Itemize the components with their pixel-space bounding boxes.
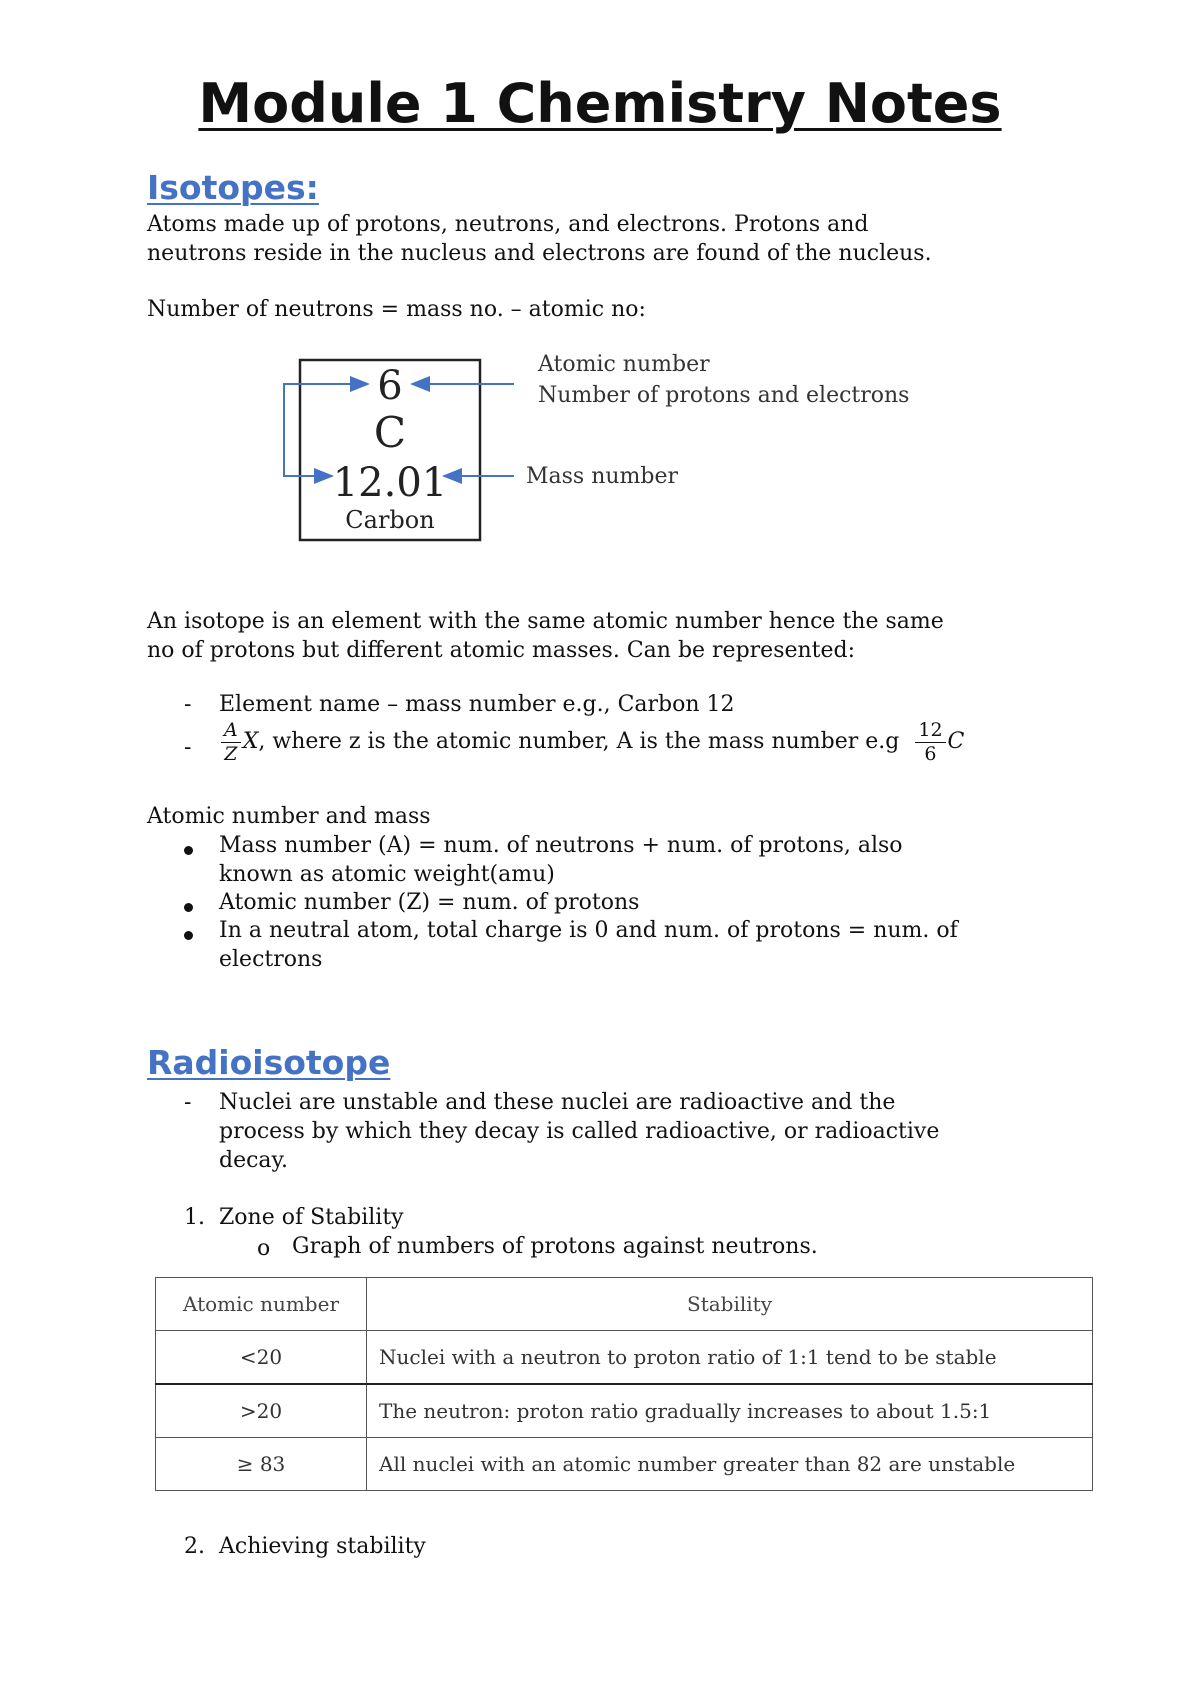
bullet-3-line-2: electrons xyxy=(219,947,323,972)
isotope-definition-line-2: no of protons but different atomic masses. Can be represented: xyxy=(147,638,856,663)
representation-item-1: Element name – mass number e.g., Carbon 12 xyxy=(219,692,735,717)
table-row xyxy=(156,1384,1093,1438)
label-atomic-number: Atomic number xyxy=(538,352,710,377)
graph-description: Graph of numbers of protons against neutrons. xyxy=(292,1234,818,1259)
zone-of-stability: Zone of Stability xyxy=(219,1205,404,1230)
example-atomic-number: 6 xyxy=(924,742,937,765)
header-atomic-number: Atomic number xyxy=(156,1278,367,1331)
bullet-3-line-1: In a neutral atom, total charge is 0 and num. of protons = num. of xyxy=(219,918,958,943)
representation-item-2 xyxy=(219,720,1059,764)
isotopes-intro-line-1: Atoms made up of protons, neutrons, and electrons. Protons and xyxy=(147,212,869,237)
carbon-element-diagram xyxy=(262,348,922,548)
example-symbol: C xyxy=(947,729,965,754)
atomic-cell: >20 xyxy=(156,1384,367,1438)
example-mass-number: 12 xyxy=(915,721,945,743)
table-row xyxy=(156,1331,1093,1385)
left-bracket-arrow xyxy=(284,384,332,476)
dash-marker: - xyxy=(184,1090,192,1115)
bullet-2: Atomic number (Z) = num. of protons xyxy=(219,890,640,915)
bullet-icon xyxy=(184,931,193,940)
achieving-stability: Achieving stability xyxy=(219,1534,426,1559)
isotopes-heading: Isotopes: xyxy=(147,168,319,207)
stability-table xyxy=(155,1277,1093,1491)
radioisotope-line-1: Nuclei are unstable and these nuclei are radioactive and the xyxy=(219,1090,896,1115)
mass-number-symbol: A xyxy=(221,721,241,743)
bullet-icon xyxy=(184,903,193,912)
dash-marker: - xyxy=(184,692,192,717)
dash-marker: - xyxy=(184,735,192,760)
isotope-definition-line-1: An isotope is an element with the same atomic number hence the same xyxy=(147,609,944,634)
stability-cell: Nuclei with a neutron to proton ratio of 1:1 tend to be stable xyxy=(367,1331,1093,1385)
radioisotope-line-2: process by which they decay is called radioactive, or radioactive xyxy=(219,1119,940,1144)
header-stability: Stability xyxy=(367,1278,1093,1331)
stability-cell: All nuclei with an atomic number greater than 82 are unstable xyxy=(367,1438,1093,1491)
atomic-number-symbol: Z xyxy=(224,742,238,765)
list-number-1: 1. xyxy=(184,1205,205,1230)
neutron-formula: Number of neutrons = mass no. – atomic no: xyxy=(147,297,646,322)
label-mass-number: Mass number xyxy=(526,464,679,489)
bullet-1-line-2: known as atomic weight(amu) xyxy=(219,862,555,887)
notation-explanation: , where z is the atomic number, A is the mass number e.g xyxy=(258,729,900,754)
bullet-icon xyxy=(184,846,193,855)
page-title: Module 1 Chemistry Notes xyxy=(198,72,1002,135)
sub-bullet-marker: o xyxy=(257,1236,271,1261)
bullet-1-line-1: Mass number (A) = num. of neutrons + num. of protons, also xyxy=(219,833,903,858)
element-symbol: C xyxy=(373,408,407,457)
list-number-2: 2. xyxy=(184,1534,205,1559)
atomic-cell: <20 xyxy=(156,1331,367,1385)
table-header-row xyxy=(156,1278,1093,1331)
example-fraction xyxy=(915,718,945,765)
isotopes-intro-line-2: neutrons reside in the nucleus and electrons are found of the nucleus. xyxy=(147,241,932,266)
stability-cell: The neutron: proton ratio gradually increases to about 1.5:1 xyxy=(367,1384,1093,1438)
element-name: Carbon xyxy=(345,506,435,534)
atomic-mass-value: 12.01 xyxy=(332,460,448,506)
radioisotope-line-3: decay. xyxy=(219,1148,289,1173)
radioisotope-heading: Radioisotope xyxy=(147,1043,391,1082)
atomic-cell: ≥ 83 xyxy=(156,1438,367,1491)
atomic-number-mass-heading: Atomic number and mass xyxy=(147,804,431,829)
notation-fraction xyxy=(221,718,241,765)
table-row xyxy=(156,1438,1093,1491)
atomic-number-value: 6 xyxy=(377,363,403,409)
label-protons-electrons: Number of protons and electrons xyxy=(538,383,910,408)
element-symbol-x: X xyxy=(242,729,259,754)
